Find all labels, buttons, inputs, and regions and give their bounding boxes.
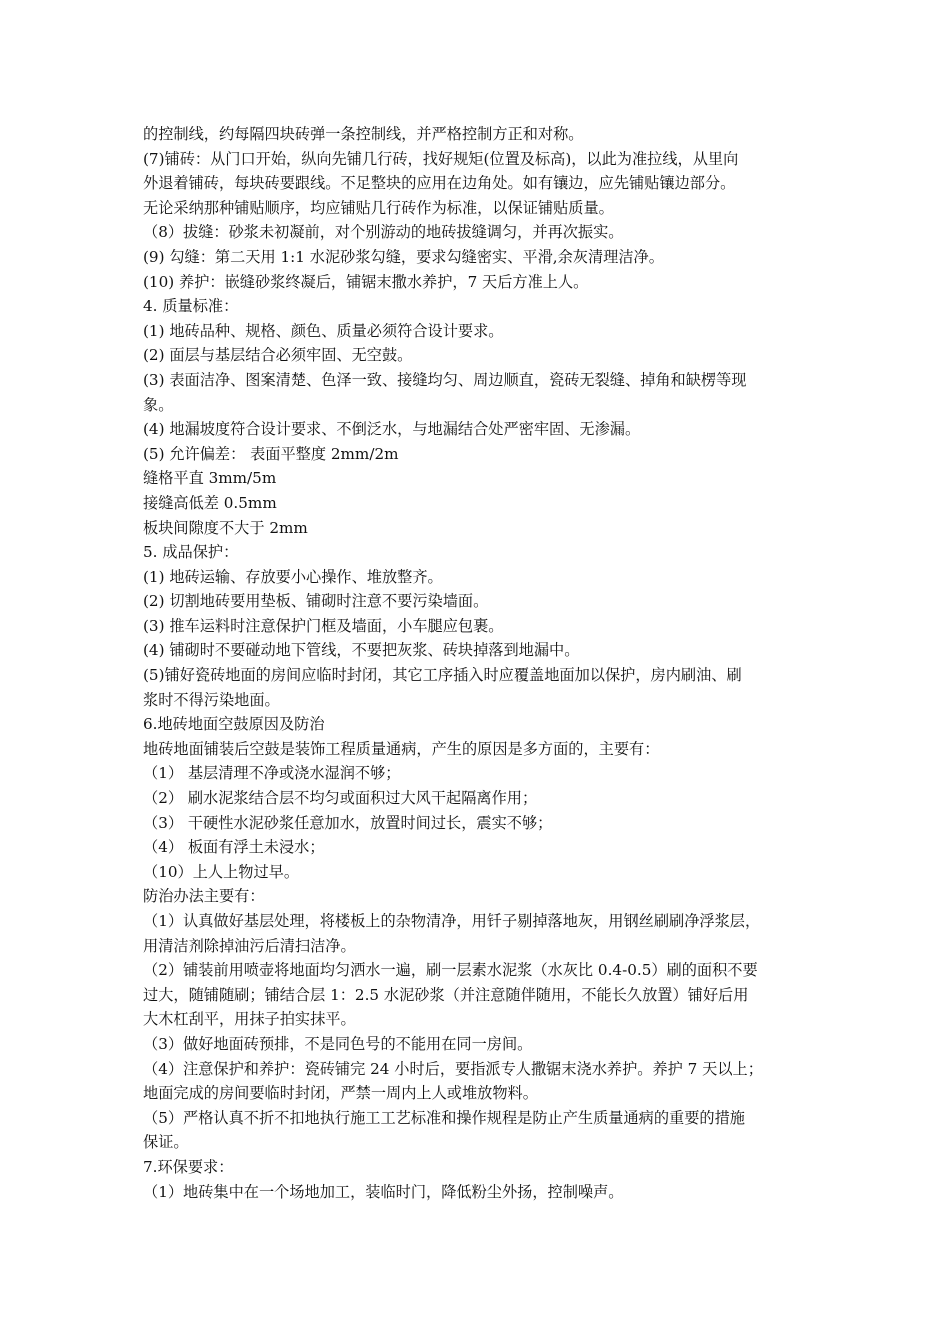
text-line: (3) 表面洁净、图案清楚、色泽一致、接缝均匀、周边顺直，瓷砖无裂缝、掉角和缺楞等现: [143, 370, 747, 389]
text-line: 的控制线，约每隔四块砖弹一条控制线，并严格控制方正和对称。: [143, 125, 584, 143]
text-line: （4） 板面有浮土未浸水；: [143, 838, 325, 857]
text-line: (4) 铺砌时不要碰动地下管线，不要把灰浆、砖块掉落到地漏中。: [143, 641, 580, 660]
text-line: 板块间隙度不大于 2mm: [143, 518, 308, 537]
text-line: (1) 地砖运输、存放要小心操作、堆放整齐。: [143, 567, 443, 586]
text-line: 防治办法主要有：: [143, 887, 265, 906]
text-line: 大木杠刮平，用抹子拍实抹平。: [143, 1010, 356, 1029]
text-line: （10）上人上物过早。: [143, 862, 300, 881]
text-line: 接缝高低差 0.5mm: [143, 493, 277, 512]
text-line: 浆时不得污染地面。: [143, 690, 280, 709]
text-line: （1） 基层清理不净或浇水湿润不够；: [143, 764, 401, 783]
text-line: 无论采纳那种铺贴顺序，均应铺贴几行砖作为标准，以保证铺贴质量。: [143, 198, 614, 217]
text-line: （2）铺装前用喷壶将地面均匀洒水一遍，刷一层素水泥浆（水灰比 0.4-0.5）刷的面积不要: [143, 961, 758, 980]
text-line: （4）注意保护和养护：瓷砖铺完 24 小时后，要指派专人撒锯末浇水养护。养护 7 天以上；: [143, 1059, 763, 1078]
text-line: 保证。: [143, 1133, 189, 1152]
text-line: （1）认真做好基层处理，将楼板上的杂物清净，用钎子剔掉落地灰，用钢丝刷刷净浮浆层，: [143, 912, 761, 930]
text-line: (10) 养护：嵌缝砂浆终凝后，铺锯末撒水养护，7 天后方准上人。: [143, 272, 589, 291]
text-line: (4) 地漏坡度符合设计要求、不倒泛水，与地漏结合处严密牢固、无渗漏。: [143, 420, 641, 439]
text-line: （3）做好地面砖预排，不是同色号的不能用在同一房间。: [143, 1034, 533, 1053]
text-line: （3） 干硬性水泥砂浆任意加水，放置时间过长，震实不够；: [143, 813, 553, 832]
text-line: (1) 地砖品种、规格、颜色、质量必须符合设计要求。: [143, 321, 504, 340]
text-line: 用清洁剂除掉油污后清扫洁净。: [143, 936, 356, 955]
section-heading: 4. 质量标准：: [143, 297, 239, 316]
text-line: 缝格平直 3mm/5m: [143, 469, 277, 488]
text-line: 地砖地面铺装后空鼓是装饰工程质量通病，产生的原因是多方面的，主要有：: [143, 739, 660, 758]
section-heading: 6.地砖地面空鼓原因及防治: [143, 715, 325, 734]
text-line: (9) 勾缝：第二天用 1:1 水泥砂浆勾缝，要求勾缝密实、平滑,余灰清理洁净。: [143, 247, 664, 266]
section-heading: 7.环保要求：: [143, 1157, 234, 1176]
text-line: 地面完成的房间要临时封闭，严禁一周内上人或堆放物料。: [143, 1084, 538, 1103]
document-page: [143, 122, 811, 1204]
text-line: （5）严格认真不折不扣地执行施工工艺标准和操作规程是防止产生质量通病的重要的措施: [143, 1108, 745, 1127]
text-line: （8）拔缝：砂浆未初凝前，对个别游动的地砖拔缝调匀，并再次振实。: [143, 223, 624, 242]
text-line: (5) 允许偏差： 表面平整度 2mm/2m: [143, 444, 399, 463]
text-line: (5)铺好瓷砖地面的房间应临时封闭，其它工序插入时应覆盖地面加以保护，房内刷油、刷: [143, 666, 742, 685]
text-line: 外退着铺砖，每块砖要跟线。不足整块的应用在边角处。如有镶边，应先铺贴镶边部分。: [143, 174, 736, 193]
section-heading: 5. 成品保护：: [143, 543, 239, 562]
text-line: (2) 切割地砖要用垫板、铺砌时注意不要污染墙面。: [143, 592, 489, 611]
text-line: 象。: [143, 395, 174, 414]
text-line: (2) 面层与基层结合必须牢固、无空鼓。: [143, 346, 413, 365]
text-line: （2） 刷水泥浆结合层不均匀或面积过大风干起隔离作用；: [143, 789, 538, 808]
text-line: (7)铺砖：从门口开始，纵向先铺几行砖，找好规矩(位置及标高)，以此为准拉线，从里向: [143, 149, 739, 168]
text-line: 过大，随铺随刷；铺结合层 1：2.5 水泥砂浆（并注意随伴随用，不能长久放置）铺好后用: [143, 985, 749, 1004]
text-line: (3) 推车运料时注意保护门框及墙面，小车腿应包裹。: [143, 616, 504, 635]
text-line: （1）地砖集中在一个场地加工，装临时门，降低粉尘外扬，控制噪声。: [143, 1182, 624, 1201]
